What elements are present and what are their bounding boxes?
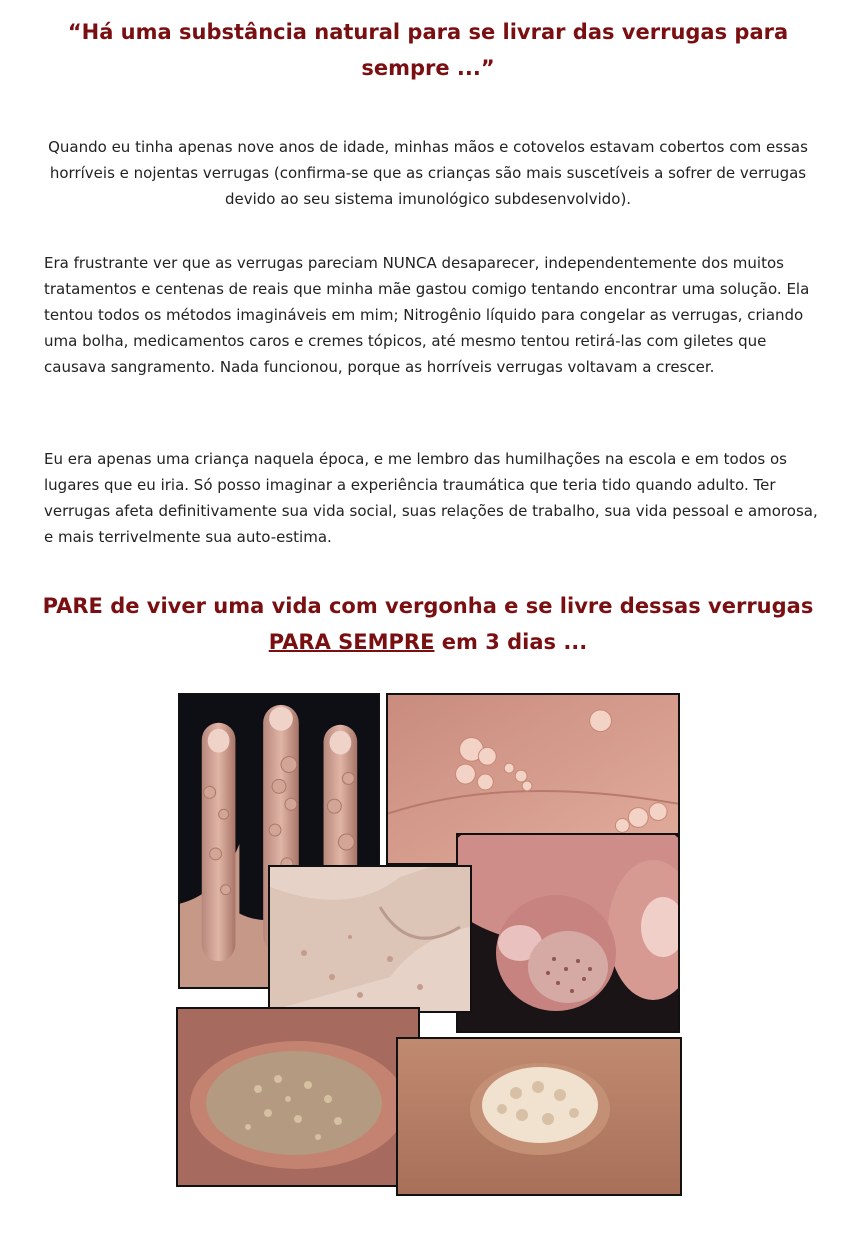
photo-cauliflower-wart: [396, 1037, 682, 1196]
paragraph-childhood: Quando eu tinha apenas nove anos de idade, minhas mãos e cotovelos estavam cobertos com essas horríveis e nojentas verrugas (confirma-se que as crianças são mais suscetíveis a sofrer de verrugas devido ao seu sistema imunológico subdesenvolvido).: [48, 138, 808, 208]
paragraph-humiliation: Eu era apenas uma criança naquela época, e me lembro das humilhações na escola e em todos os lugares que eu iria. Só posso imaginar a experiência traumática que teria tido quando adulto. Ter verrugas afeta definitivamente sua vida social, suas relações de trabalho, sua vida pessoal e amorosa, e mais terrivelmente sua auto-estima.: [44, 450, 818, 546]
photo-plantar-wart: [176, 1007, 420, 1187]
paragraph-treatments: Era frustrante ver que as verrugas pareciam NUNCA desaparecer, independentemente dos muitos tratamentos e centenas de reais que minha mãe gastou comigo tentando encontrar uma solução. Ela tentou todos os métodos imagináveis em mim; Nitrogênio líquido para congelar as verrugas, criando uma bolha, medicamentos caros e cremes tópicos, até mesmo tentou retirá-las com giletes que causava sangramento. Nada funcionou, porque as horríveis verrugas voltavam a crescer.: [44, 254, 810, 376]
headline-cta: [40, 588, 816, 660]
headline-top: “Há uma substância natural para se livrar das verrugas para sempre ...”: [67, 20, 789, 80]
headline-cta-part-1: PARE de viver uma vida com vergonha e se livre dessas verrugas: [42, 594, 814, 618]
photo-toe-wart: [456, 833, 680, 1033]
warts-photo-collage: [176, 693, 682, 1196]
photo-arm-flat-warts: [268, 865, 472, 1013]
headline-cta-part-2: em 3 dias ...: [434, 630, 588, 654]
headline-cta-emphasis: PARA SEMPRE: [268, 630, 435, 654]
